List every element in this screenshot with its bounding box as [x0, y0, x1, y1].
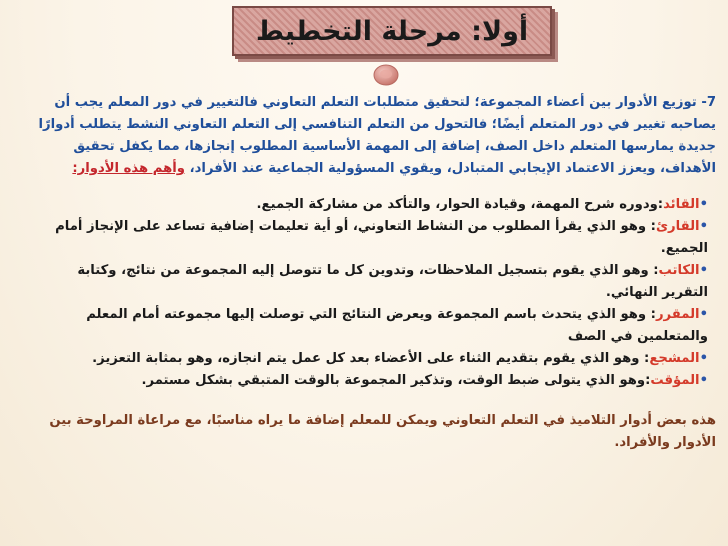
role-name: المشجع	[649, 351, 700, 366]
role-separator: :	[645, 373, 651, 388]
role-separator: :	[648, 263, 659, 278]
role-name: المؤقت	[650, 373, 700, 388]
role-name: القارئ	[655, 219, 700, 234]
intro-text: 7- توزيع الأدوار بين أعضاء المجموعة؛ لتحقيق متطلبات التعلم التعاوني فالتغيير في دور المعلم يجب أن يصاحبه تغيير في دور المتعلم أيضًا؛ فالتحول من التعلم التنافسي إلى التعلم التعاوني النشط يتطلب أدوارًا جديدة يمارسها المتعلم داخل الصف، إضافة إلى المهمة الأساسية المطلوب إنجازها، مما يكفل تحقيق الأهداف، ويعزز الاعتماد الإيجابي المتبادل، ويقوي المسؤولية الجماعية عند الأفراد،	[38, 95, 716, 176]
role-name: القائد	[663, 197, 700, 212]
role-description: وهو الذي يقرأ المطلوب من النشاط التعاوني، أو أية تعليمات إضافية تساعد على الإنجاز أمام الجميع.	[55, 219, 708, 256]
roles-list	[20, 194, 716, 392]
role-reporter	[34, 304, 708, 348]
bullet-icon: •	[699, 197, 708, 212]
roles-lead-in: وأهم هذه الأدوار:	[72, 161, 185, 176]
bullet-icon: •	[699, 351, 708, 366]
pushpin-icon	[372, 62, 400, 88]
bullet-icon: •	[699, 219, 708, 234]
closing-paragraph: هذه بعض أدوار التلاميذ في التعلم التعاوني ويمكن للمعلم إضافة ما يراه مناسبًا، مع مراعاة المراوحة بين الأدوار والأفراد.	[49, 413, 716, 450]
role-description: وهو الذي يتولى ضبط الوقت، وتذكير المجموعة بالوقت المتبقي بشكل مستمر.	[141, 373, 646, 388]
role-separator: :	[646, 219, 656, 234]
role-description: وهو الذي يقوم بتقديم الثناء على الأعضاء بعد كل عمل يتم انجازه، وهو بمثابة التعزيز.	[92, 351, 640, 366]
role-writer	[34, 260, 708, 304]
intro-paragraph	[20, 92, 716, 180]
slide-title: أولا: مرحلة التخطيط	[255, 15, 529, 47]
role-description: وهو الذي يتحدث باسم المجموعة ويعرض النتائج التي توصلت إليها مجموعته أمام المعلم والمتعلمين في الصف	[86, 307, 708, 344]
role-name: الكاتب	[658, 263, 700, 278]
bullet-icon: •	[699, 263, 708, 278]
role-separator: :	[639, 351, 650, 366]
role-leader	[34, 194, 708, 216]
role-description: ودوره شرح المهمة، وقيادة الحوار، والتأكد من مشاركة الجميع.	[256, 197, 658, 212]
role-separator: :	[657, 197, 664, 212]
role-separator: :	[646, 307, 656, 322]
title-banner	[232, 6, 552, 56]
bullet-icon: •	[699, 373, 708, 388]
role-reader	[34, 216, 708, 260]
role-timekeeper	[34, 370, 708, 392]
role-description: وهو الذي يقوم بتسجيل الملاحظات، وتدوين كل ما تتوصل إليه المجموعة من نتائج، وكتابة التقرير النهائي.	[77, 263, 708, 300]
slide-content	[20, 92, 716, 454]
role-encourager	[34, 348, 708, 370]
bullet-icon: •	[699, 307, 708, 322]
role-name: المقرر	[655, 307, 700, 322]
